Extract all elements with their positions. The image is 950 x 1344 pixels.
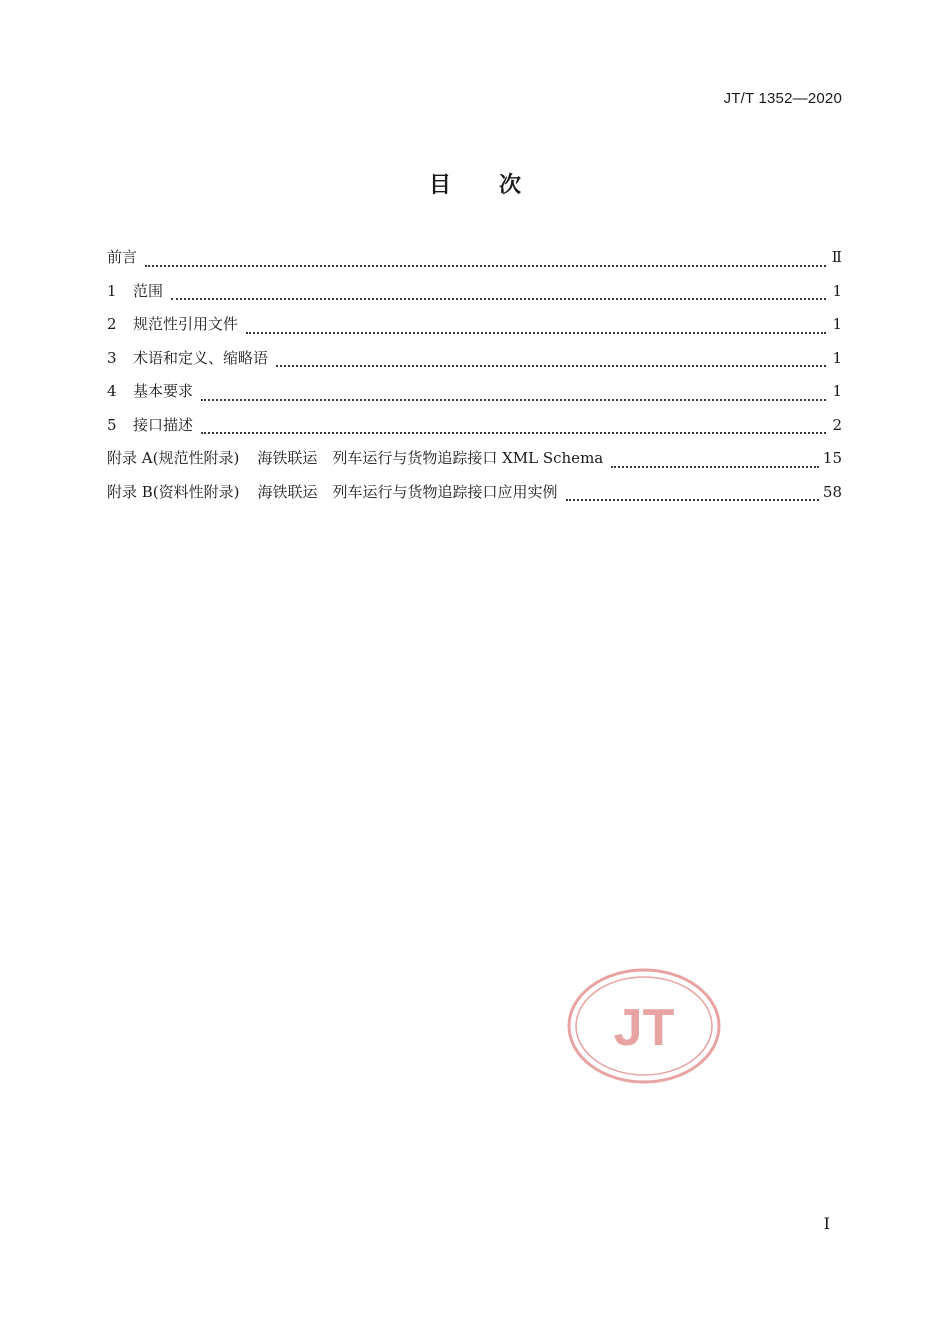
toc-entry-label: 基本要求 xyxy=(133,382,194,400)
dot-leader xyxy=(171,298,826,300)
toc-entry-annex-b[interactable] xyxy=(107,481,842,515)
toc-entry-terms-definitions[interactable] xyxy=(107,347,842,381)
dot-leader xyxy=(566,499,819,501)
annex-title: 海铁联运 列车运行与货物追踪接口 XML Schema xyxy=(257,449,604,467)
toc-entry-preface[interactable] xyxy=(107,246,842,280)
toc-entry-page: Ⅱ xyxy=(831,248,842,266)
toc-entry-number: 4 xyxy=(107,382,117,400)
dot-leader xyxy=(611,466,819,468)
toc-entry-page: 58 xyxy=(822,482,842,501)
toc-entry-label: 范围 xyxy=(133,281,164,300)
annex-prefix: 附录 A(规范性附录) xyxy=(107,449,240,467)
toc-entry-scope[interactable] xyxy=(107,280,842,314)
annex-prefix: 附录 B(资料性附录) xyxy=(107,482,240,501)
toc-entry-label xyxy=(107,447,609,468)
document-code: JT/T 1352—2020 xyxy=(723,90,842,107)
toc-entry-number: 3 xyxy=(107,348,117,367)
toc-entry-page: 15 xyxy=(822,449,842,467)
dot-leader xyxy=(201,399,826,401)
toc-entry-number: 5 xyxy=(107,415,117,434)
toc-entry-page: 1 xyxy=(832,382,842,400)
toc-entry-label: 术语和定义、缩略语 xyxy=(133,348,269,367)
toc-entry-interface-description[interactable] xyxy=(107,414,842,448)
dot-leader xyxy=(145,265,826,267)
jt-watermark-logo xyxy=(566,967,722,1085)
table-of-contents xyxy=(107,246,842,514)
toc-entry-number: 2 xyxy=(107,315,117,333)
toc-entry-label: 规范性引用文件 xyxy=(133,315,239,333)
toc-entry-basic-requirements[interactable] xyxy=(107,380,842,414)
page-title: 目次 xyxy=(428,173,569,198)
toc-entry-page: 2 xyxy=(832,415,842,434)
toc-entry-page: 1 xyxy=(832,315,842,333)
dot-leader xyxy=(201,432,826,434)
toc-entry-annex-a[interactable] xyxy=(107,447,842,481)
dot-leader xyxy=(276,365,826,367)
toc-entry-label xyxy=(107,481,564,502)
annex-title: 海铁联运 列车运行与货物追踪接口应用实例 xyxy=(257,482,558,501)
toc-entry-page: 1 xyxy=(832,348,842,367)
toc-entry-page: 1 xyxy=(832,281,842,300)
toc-entry-number: 1 xyxy=(107,281,117,300)
page-number: I xyxy=(823,1214,830,1233)
toc-entry-label: 前言 xyxy=(107,248,138,266)
dot-leader xyxy=(246,332,826,334)
watermark-text: JT xyxy=(613,999,675,1057)
toc-entry-normative-references[interactable] xyxy=(107,313,842,347)
toc-entry-label: 接口描述 xyxy=(133,415,194,434)
